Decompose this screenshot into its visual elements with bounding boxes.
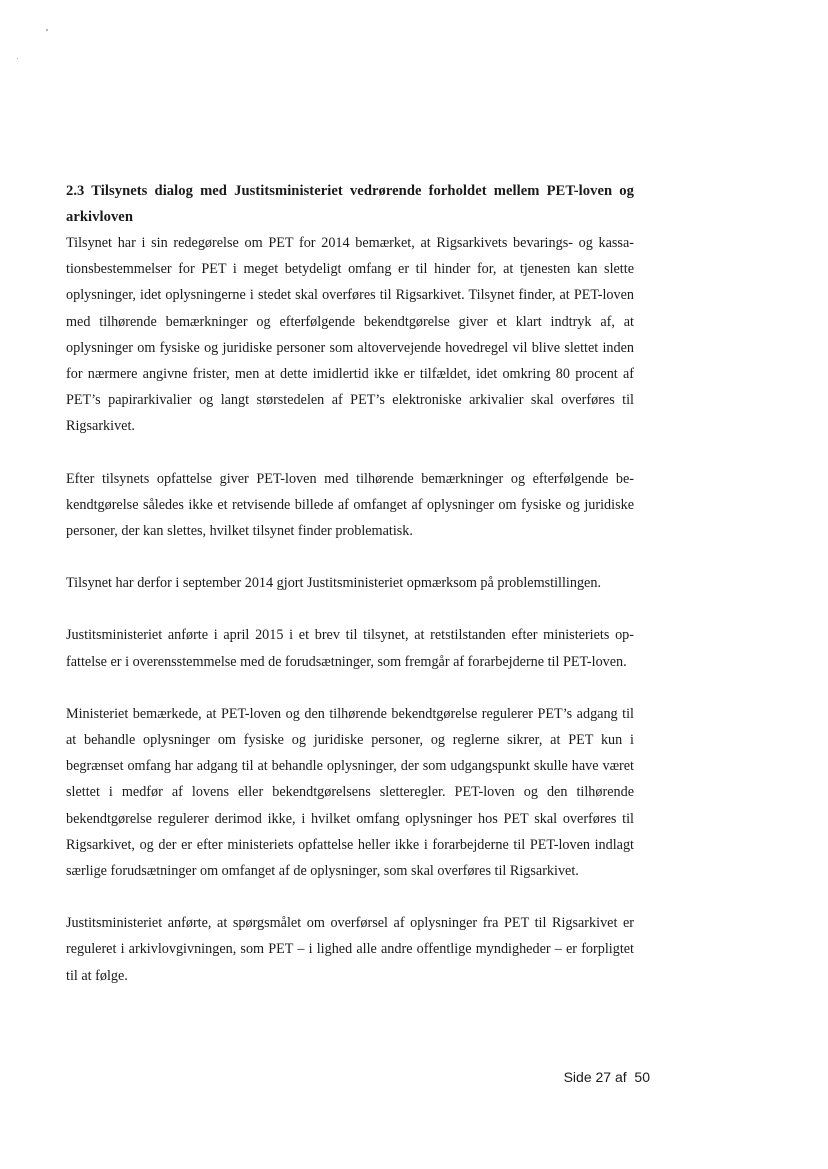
paragraph: Justitsministeriet anførte i april 2015 i et brev til tilsynet, at retstilstanden efter ministeriets opfattelse er i overensstemmelse med de forudsætninger, som fremgår af forarbejderne til PET-loven. (66, 627, 634, 670)
paragraph: Justitsministeriet anførte, at spørgsmålet om overførsel af oplysninger fra PET til Rigsarkivet er reguleret i arkivlovgivningen, som PET – i lighed alle andre offentlige myndigheder – er forpligtet til at følge. (66, 915, 634, 984)
scan-artifact (17, 58, 18, 59)
page-number: Side 27 af 50 (563, 1069, 650, 1085)
paragraph: Tilsynet har derfor i september 2014 gjort Justitsministeriet opmærksom på problemstillingen. (66, 575, 601, 592)
page-content (66, 178, 634, 1015)
paragraph: Ministeriet bemærkede, at PET-loven og den tilhørende bekendtgørelse regulerer PET’s adgang til at behandle oplysninger om fysiske og juridiske personer, og reglerne sikrer, at PET kun i begrænset omfang har adgang til at behandle oplysninger, der som udgangspunkt skulle have været slettet i medfør af lovens eller bekendtgørelsens sletteregler. PET-loven og den tilhørende bekendtgørelse regulerer derimod ikke, i hvilket omfang oplysninger hos PET skal overføres til Rigsarkivet, og der er efter ministeriets opfattelse heller ikke i forarbejderne til PET-loven indlagt særlige forudsætninger om omfanget af de oplysninger, som skal overføres til Rigsarkivet. (66, 705, 634, 880)
paragraph: Tilsynet har i sin redegørelse om PET for 2014 bemærket, at Rigsarkivets bevarings- og kassationsbestemmelser for PET i meget betydeligt omfang er til hinder for, at tjenesten kan slette oplysninger, idet oplysningerne i stedet skal overføres til Rigsarkivet. Tilsynet finder, at PET-loven med tilhørende bemærkninger og efterfølgende bekendtgørelse giver et klart indtryk af, at oplysninger om fysiske og juridiske personer som altovervejende hovedregel vil blive slettet inden for nærmere angivne frister, men at dette imidlertid ikke er tilfældet, idet omkring 80 procent af PET’s papirarkivalier og langt størstedelen af PET’s elektroniske arkivalier skal overføres til Rigsarkivet. (66, 235, 634, 435)
paragraph: Efter tilsynets opfattelse giver PET-loven med tilhørende bemærkninger og efterfølgende bekendtgørelse således ikke et retvisende billede af omfanget af oplysninger om fysiske og juridiske personer, der kan slettes, hvilket tilsynet finder problematisk. (66, 470, 634, 540)
scan-artifact (46, 29, 48, 31)
section-heading: 2.3 Tilsynets dialog med Justitsministeriet vedrørende forholdet mellem PET-loven og arkivloven (66, 183, 634, 225)
